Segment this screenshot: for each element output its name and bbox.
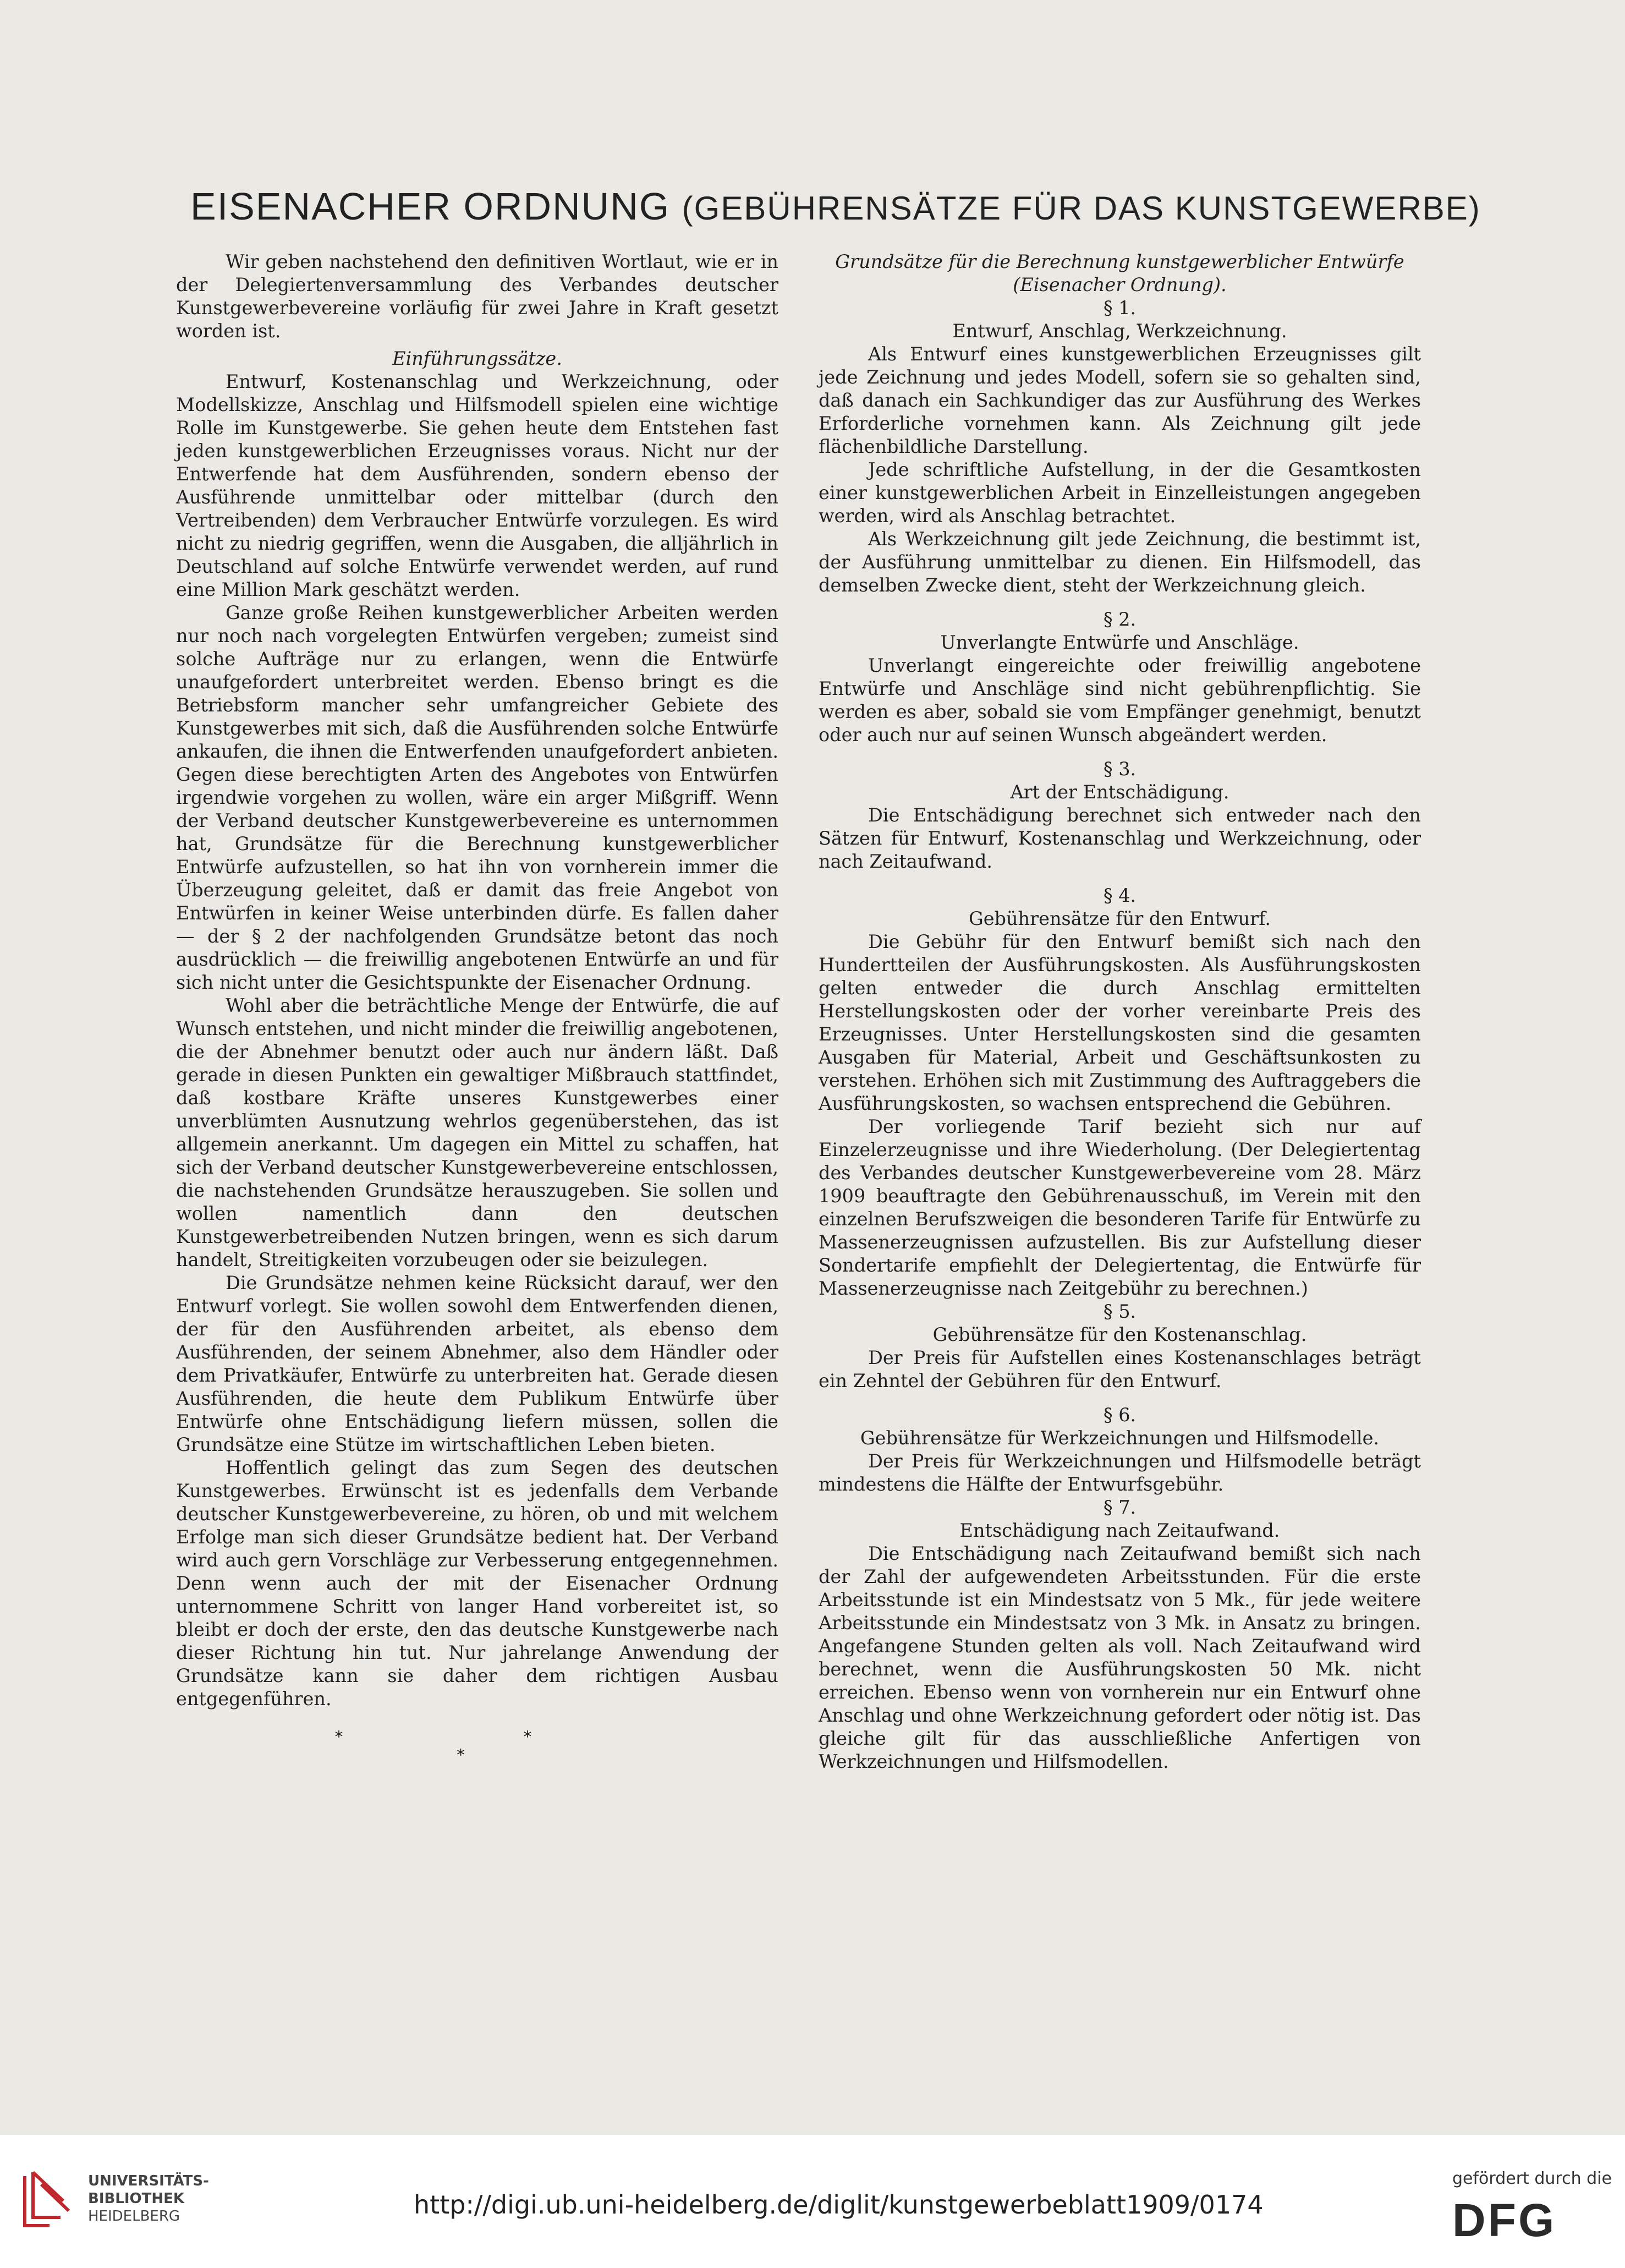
left-paragraph: Ganze große Reihen kunstgewerblicher Arbeiten werden nur noch nach vorgelegten Entwürfen vergeben; zumeist sind solche Aufträge nur zu erlangen, wenn die Entwürfe unaufgefordert unterbreitet werden. Ebenso bringt es die Betriebsform mancher sehr umfangreicher Gebiete des Kunstgewerbes mit sich, daß die Ausführenden solche Entwürfe ankaufen, die ihnen die Entwerfenden unaufgefordert anbieten. Gegen diese berechtigten Arten des Angebotes von Entwürfen irgendwie vorgehen zu wollen, wäre ein arger Mißgriff. Wenn der Verband deutscher Kunstgewerbevereine es unternommen hat, Grundsätze für die Berechnung kunstgewerblicher Entwürfe aufzustellen, so hat ihn von vornherein immer die Überzeugung geleitet, daß er damit das freie Angebot von Entwürfen in keiner Weise unterbinden dürfe. Es fallen daher — der § 2 der nachfolgenden Grundsätze betont das noch ausdrücklich — die freiwillig angebotenen Entwürfe an und für sich nicht unter die Gesichtspunkte der Eisenacher Ordnung. bbox=[176, 602, 778, 993]
section-title: Entwurf, Anschlag, Werkzeichnung. bbox=[952, 320, 1287, 342]
left-paragraph: Wohl aber die beträchtliche Menge der Entwürfe, die auf Wunsch entstehen, und nicht minder die freiwillig angebotenen, die der Abnehmer benutzt oder auch nur ändern läßt. Daß gerade in diesen Punkten ein gewaltiger Mißbrauch stattfindet, daß kostbare Kräfte unseres Kunstgewerbes einer unverblümten Ausnutzung wehrlos gegenüberstehen, das ist allgemein anerkannt. Um dagegen ein Mittel zu schaffen, hat sich der Verband deutscher Kunstgewerbevereine entschlossen, die nachstehenden Grundsätze herauszugeben. Sie sollen und wollen namentlich dann den deutschen Kunstgewerbetreibenden Nutzen bringen, wenn es sich darum handelt, Streitigkeiten vorzubeugen oder sie beizulegen. bbox=[176, 995, 778, 1270]
library-name bbox=[88, 2172, 209, 2225]
title-sub: (GEBÜHRENSÄTZE FÜR DAS KUNSTGEWERBE) bbox=[682, 190, 1481, 227]
section-title: Entschädigung nach Zeitaufwand. bbox=[959, 1520, 1280, 1541]
section-paragraph: Die Gebühr für den Entwurf bemißt sich nach den Hundertteilen der Ausführungskosten. Als Ausführungskosten gelten entweder die durch Anschlag ermittelten Herstellungskosten oder der vorher vereinbarte Preis des Erzeugnisses. Unter Herstellungskosten sind die gesamten Ausgaben für Material, Arbeit und Geschäftsunkosten zu verstehen. Erhöhen sich mit Zustimmung des Auftraggebers die Ausführungskosten, so wachsen entsprechend die Gebühren. bbox=[819, 931, 1421, 1114]
library-line: HEIDELBERG bbox=[88, 2208, 180, 2225]
section-2 bbox=[819, 608, 1421, 747]
section-title: Gebührensätze für den Entwurf. bbox=[968, 908, 1271, 929]
left-heading: Einführungssätze. bbox=[392, 348, 562, 369]
section-paragraph: Der Preis für Aufstellen eines Kostenanschlages beträgt ein Zehntel der Gebühren für den Entwurf. bbox=[819, 1347, 1421, 1392]
section-number: § 1. bbox=[1103, 297, 1137, 319]
section-paragraph: Jede schriftliche Aufstellung, in der die Gesamtkosten einer kunstgewerblichen Arbeit in Einzelleistungen angegeben werden, wird als Anschlag betrachtet. bbox=[819, 459, 1421, 527]
dfg-logo-text: DFG bbox=[1452, 2196, 1557, 2240]
section-3 bbox=[819, 758, 1421, 873]
intro-paragraph: Wir geben nachstehend den definitiven Wortlaut, wie er in der Delegiertenversammlung des Verbandes deutscher Kunstgewerbevereine vorläufig für zwei Jahre in Kraft gesetzt worden ist. bbox=[176, 251, 778, 342]
left-paragraph: Hoffentlich gelingt das zum Segen des deutschen Kunstgewerbes. Erwünscht ist es jedenfalls dem Verbande deutscher Kunstgewerbevereine, zu hören, ob und mit welchem Erfolge man sich dieser Grundsätze bedient hat. Der Verband wird auch gern Vorschläge zur Verbesserung entgegennehmen. Denn wenn auch der mit der Eisenacher Ordnung unternommene Schritt von langer Hand vorbereitet ist, so bleibt er doch der erste, den das deutsche Kunstgewerbe nach dieser Richtung hin tut. Nur jahrelange Anwendung der Grundsätze kann sie daher dem richtigen Ausbau entgegenführen. bbox=[176, 1457, 778, 1710]
section-number: § 3. bbox=[1103, 758, 1137, 780]
section-title: Art der Entschädigung. bbox=[1010, 781, 1229, 803]
section-paragraph: Unverlangt eingereichte oder freiwillig angebotene Entwürfe und Anschläge sind nicht gebührenpflichtig. Sie werden es aber, sobald sie vom Empfänger genehmigt, benutzt oder auch nur auf seinen Wunsch abgeändert werden. bbox=[819, 655, 1421, 746]
left-column bbox=[176, 250, 778, 1763]
section-number: § 2. bbox=[1103, 609, 1137, 630]
left-paragraph: Die Grundsätze nehmen keine Rücksicht darauf, wer den Entwurf vorlegt. Sie wollen sowohl dem Entwerfenden dienen, der für den Ausführenden arbeitet, als ebenso dem Ausführenden, der seinem Abnehmer, also dem Händler oder dem Privatkäufer, Entwürfe zu unterbreiten hat. Gerade diesen Ausführenden, die heute dem Publikum Entwürfe über Entwürfe ohne Entschädigung liefern müssen, sollen die Grundsätze eine Stütze im wirtschaftlichen Leben bieten. bbox=[176, 1272, 778, 1455]
digitization-footer bbox=[0, 2135, 1625, 2268]
dfg-logo-icon bbox=[1452, 2196, 1595, 2240]
section-star: * bbox=[457, 1746, 465, 1764]
library-logo-icon bbox=[17, 2168, 77, 2234]
right-heading-line1: Grundsätze für die Berechnung kunstgewerblicher Entwürfe bbox=[835, 251, 1404, 272]
funding-label: gefördert durch die bbox=[1452, 2169, 1612, 2188]
library-line: BIBLIOTHEK bbox=[88, 2190, 185, 2207]
section-paragraph: Die Entschädigung nach Zeitaufwand bemißt sich nach der Zahl der aufgewendeten Arbeitsstunden. Für die erste Arbeitsstunde ist ein Mindestsatz von 5 Mk., für jede weitere Arbeitsstunde ein Mindestsatz von 3 Mk. in Ansatz zu bringen. Angefangene Stunden gelten als voll. Nach Zeitaufwand wird berechnet, wenn die Ausführungskosten 50 Mk. nicht erreichen. Ebenso wenn von vornherein nur ein Entwurf ohne Anschlag und ohne Werkzeichnung gefordert oder nötig ist. Das gleiche gilt für das ausschließliche Anfertigen von Werkzeichnungen und Hilfsmodellen. bbox=[819, 1543, 1421, 1772]
title-main: EISENACHER ORDNUNG bbox=[190, 185, 671, 228]
section-stars: * * bbox=[335, 1728, 619, 1746]
section-number: § 6. bbox=[1103, 1404, 1137, 1426]
section-6 bbox=[819, 1404, 1421, 1496]
section-title: Gebührensätze für Werkzeichnungen und Hilfsmodelle. bbox=[860, 1427, 1380, 1449]
section-number: § 5. bbox=[1103, 1301, 1137, 1322]
right-heading-line2: (Eisenacher Ordnung). bbox=[1013, 274, 1227, 295]
library-line: UNIVERSITÄTS- bbox=[88, 2173, 209, 2189]
section-paragraph: Der Preis für Werkzeichnungen und Hilfsmodelle beträgt mindestens die Hälfte der Entwurfsgebühr. bbox=[819, 1450, 1421, 1495]
section-paragraph: Als Werkzeichnung gilt jede Zeichnung, die bestimmt ist, der Ausführung unmittelbar zu dienen. Ein Hilfsmodell, das demselben Zwecke dient, steht der Werkzeichnung gleich. bbox=[819, 528, 1421, 596]
section-number: § 4. bbox=[1103, 885, 1137, 906]
section-5 bbox=[819, 1300, 1421, 1393]
section-title: Gebührensätze für den Kostenanschlag. bbox=[932, 1324, 1307, 1345]
left-paragraph: Entwurf, Kostenanschlag und Werkzeichnung, oder Modellskizze, Anschlag und Hilfsmodell spielen eine wichtige Rolle im Kunstgewerbe. Sie gehen heute dem Entstehen fast jeden kunstgewerblichen Erzeugnisses voraus. Nicht nur der Entwerfende hat dem Ausführenden, sondern ebenso der Ausführende unmittelbar oder mittelbar (durch den Vertreibenden) dem Verbraucher Entwürfe vorzulegen. Es wird nicht zu niedrig gegriffen, wenn die Ausgaben, die alljährlich in Deutschland auf solche Entwürfe verwendet werden, auf rund eine Million Mark geschätzt werden. bbox=[176, 371, 778, 600]
section-title: Unverlangte Entwürfe und Anschläge. bbox=[940, 632, 1299, 653]
section-paragraph: Die Entschädigung berechnet sich entweder nach den Sätzen für Entwurf, Kostenanschlag und Werkzeichnung, oder nach Zeitaufwand. bbox=[819, 804, 1421, 872]
section-number: § 7. bbox=[1103, 1497, 1137, 1518]
section-4 bbox=[819, 884, 1421, 1300]
page-title bbox=[190, 185, 1481, 228]
source-url-link[interactable]: http://digi.ub.uni-heidelberg.de/diglit/kunstgewerbeblatt1909/0174 bbox=[414, 2190, 1264, 2220]
section-paragraph: Der vorliegende Tarif bezieht sich nur auf Einzelerzeugnisse und ihre Wiederholung. (Der Delegiertentag des Verbandes deutscher Kunstgewerbevereine vom 28. März 1909 beauftragte den Gebührenausschuß, im Verein mit den einzelnen Berufszweigen die besonderen Tarife für Entwürfe zu Massenerzeugnissen aufzustellen. Bis zur Aufstellung dieser Sondertarife empfiehlt der Delegiertentag, die Entwürfe für Massenerzeugnisse nach Zeitgebühr zu berechnen.) bbox=[819, 1116, 1421, 1299]
right-column bbox=[819, 250, 1421, 1773]
section-1 bbox=[819, 297, 1421, 597]
section-7 bbox=[819, 1496, 1421, 1773]
section-paragraph: Als Entwurf eines kunstgewerblichen Erzeugnisses gilt jede Zeichnung und jedes Modell, sofern sie so gehalten sind, daß danach ein Sachkundiger das zur Ausführung des Werkes Erforderliche vornehmen kann. Als Zeichnung gilt jede flächenbildliche Darstellung. bbox=[819, 343, 1421, 457]
